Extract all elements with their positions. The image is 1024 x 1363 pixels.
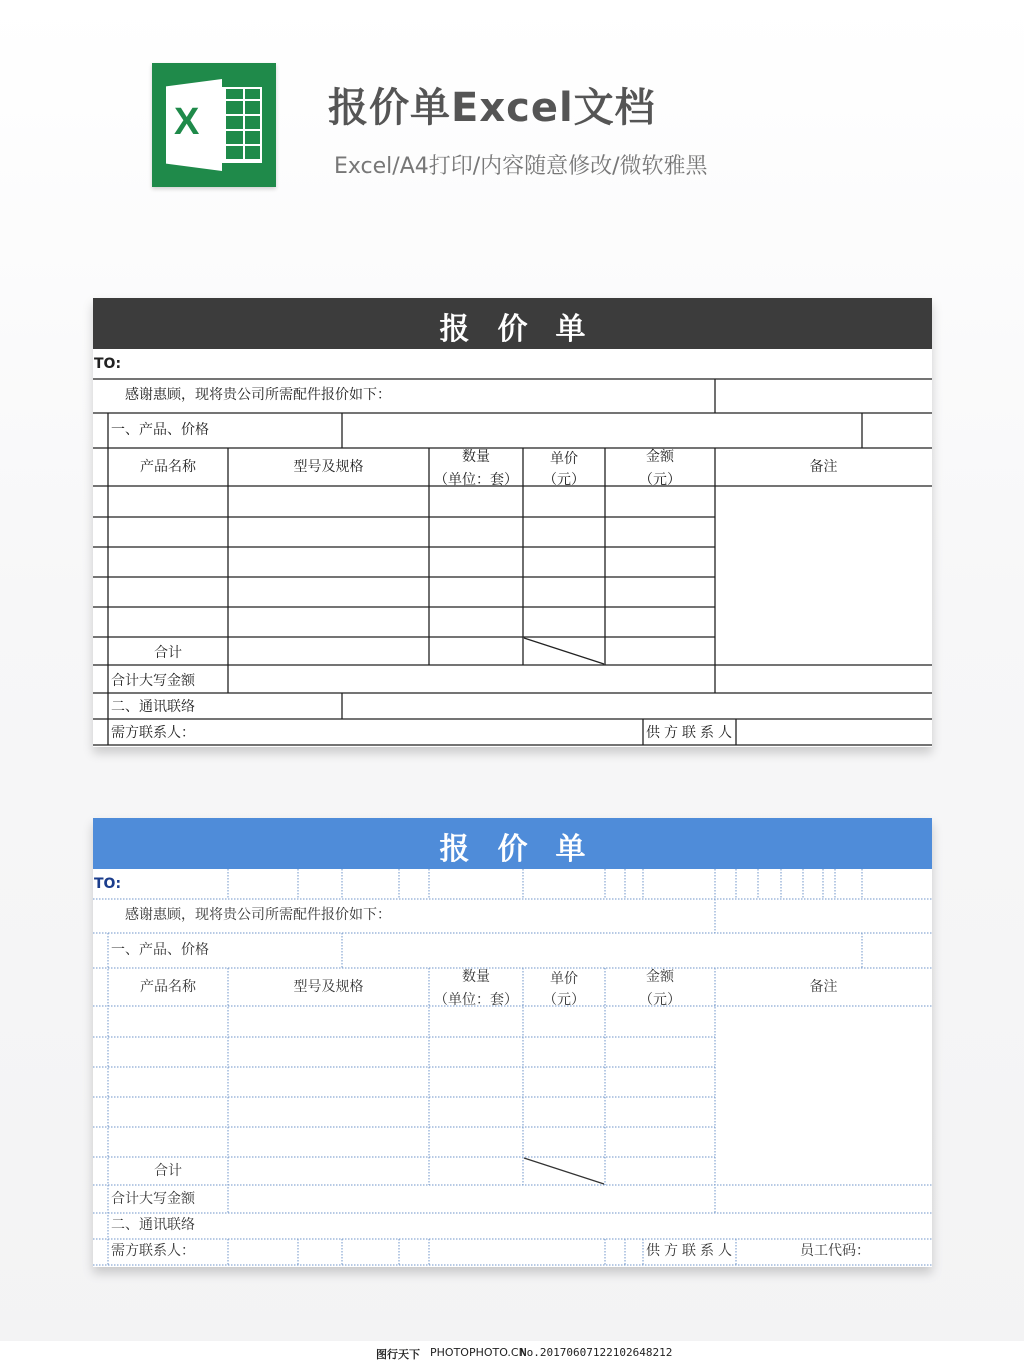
form-header-band bbox=[93, 818, 932, 869]
section-contact-label: 二、通讯联络 bbox=[111, 1217, 195, 1233]
col-remark: 备注 bbox=[809, 979, 838, 995]
col-amount: 金额 bbox=[646, 449, 674, 465]
section-contact-label: 二、通讯联络 bbox=[111, 699, 195, 715]
staff-code-label: 员工代码： bbox=[800, 1243, 870, 1259]
col-amount-unit: （元） bbox=[639, 992, 681, 1008]
page-title: 报价单Excel文档 bbox=[328, 85, 656, 131]
quote-form-dark bbox=[93, 298, 932, 747]
page-subtitle: Excel/A4打印/内容随意修改/微软雅黑 bbox=[334, 154, 708, 179]
col-unit-price: 单价 bbox=[550, 971, 578, 987]
excel-logo-icon bbox=[152, 63, 276, 187]
logo-letter: X bbox=[174, 101, 200, 143]
form-grid-lines bbox=[93, 349, 932, 747]
col-product-name: 产品名称 bbox=[140, 979, 196, 995]
buyer-contact-label: 需方联系人： bbox=[111, 1243, 195, 1259]
supplier-contact-label: 供方联系人 bbox=[646, 725, 736, 741]
col-unit-price: 单价 bbox=[550, 451, 578, 467]
greeting-text: 感谢惠顾，现将贵公司所需配件报价如下： bbox=[125, 907, 391, 923]
col-quantity: 数量 bbox=[462, 969, 490, 985]
col-remark: 备注 bbox=[809, 459, 838, 475]
col-amount-unit: （元） bbox=[639, 472, 681, 488]
watermark-url: PHOTOPHOTO.CN bbox=[430, 1346, 527, 1359]
section-products-label: 一、产品、价格 bbox=[111, 942, 209, 958]
col-quantity: 数量 bbox=[462, 449, 490, 465]
to-label: TO: bbox=[94, 356, 122, 372]
col-quantity-unit: （单位：套） bbox=[434, 992, 518, 1008]
col-amount: 金额 bbox=[646, 969, 674, 985]
col-unit-price-unit: （元） bbox=[543, 992, 585, 1008]
greeting-text: 感谢惠顾，现将贵公司所需配件报价如下： bbox=[125, 387, 391, 403]
buyer-contact-label: 需方联系人： bbox=[111, 725, 195, 741]
col-unit-price-unit: （元） bbox=[543, 472, 585, 488]
total-caps-label: 合计大写金额 bbox=[111, 673, 195, 689]
subtotal-label: 合计 bbox=[154, 1163, 182, 1179]
watermark-number: No.20170607122102648212 bbox=[520, 1346, 673, 1359]
total-caps-label: 合计大写金额 bbox=[111, 1191, 195, 1207]
logo-grid bbox=[222, 87, 262, 163]
form-grid-lines bbox=[93, 869, 932, 1267]
col-model-spec: 型号及规格 bbox=[293, 979, 364, 995]
to-label: TO: bbox=[94, 876, 122, 892]
col-product-name: 产品名称 bbox=[140, 459, 196, 475]
quote-form-blue bbox=[93, 818, 932, 1267]
watermark-site: 图行天下 bbox=[376, 1348, 420, 1361]
col-quantity-unit: （单位：套） bbox=[434, 472, 518, 488]
form-header-band bbox=[93, 298, 932, 349]
form-heading: 报价单 bbox=[439, 832, 614, 867]
col-model-spec: 型号及规格 bbox=[293, 459, 364, 475]
watermark-footer bbox=[0, 1341, 1024, 1363]
subtotal-label: 合计 bbox=[154, 645, 182, 661]
supplier-contact-label: 供方联系人 bbox=[646, 1243, 736, 1259]
form-heading: 报价单 bbox=[439, 312, 614, 347]
section-products-label: 一、产品、价格 bbox=[111, 422, 209, 438]
